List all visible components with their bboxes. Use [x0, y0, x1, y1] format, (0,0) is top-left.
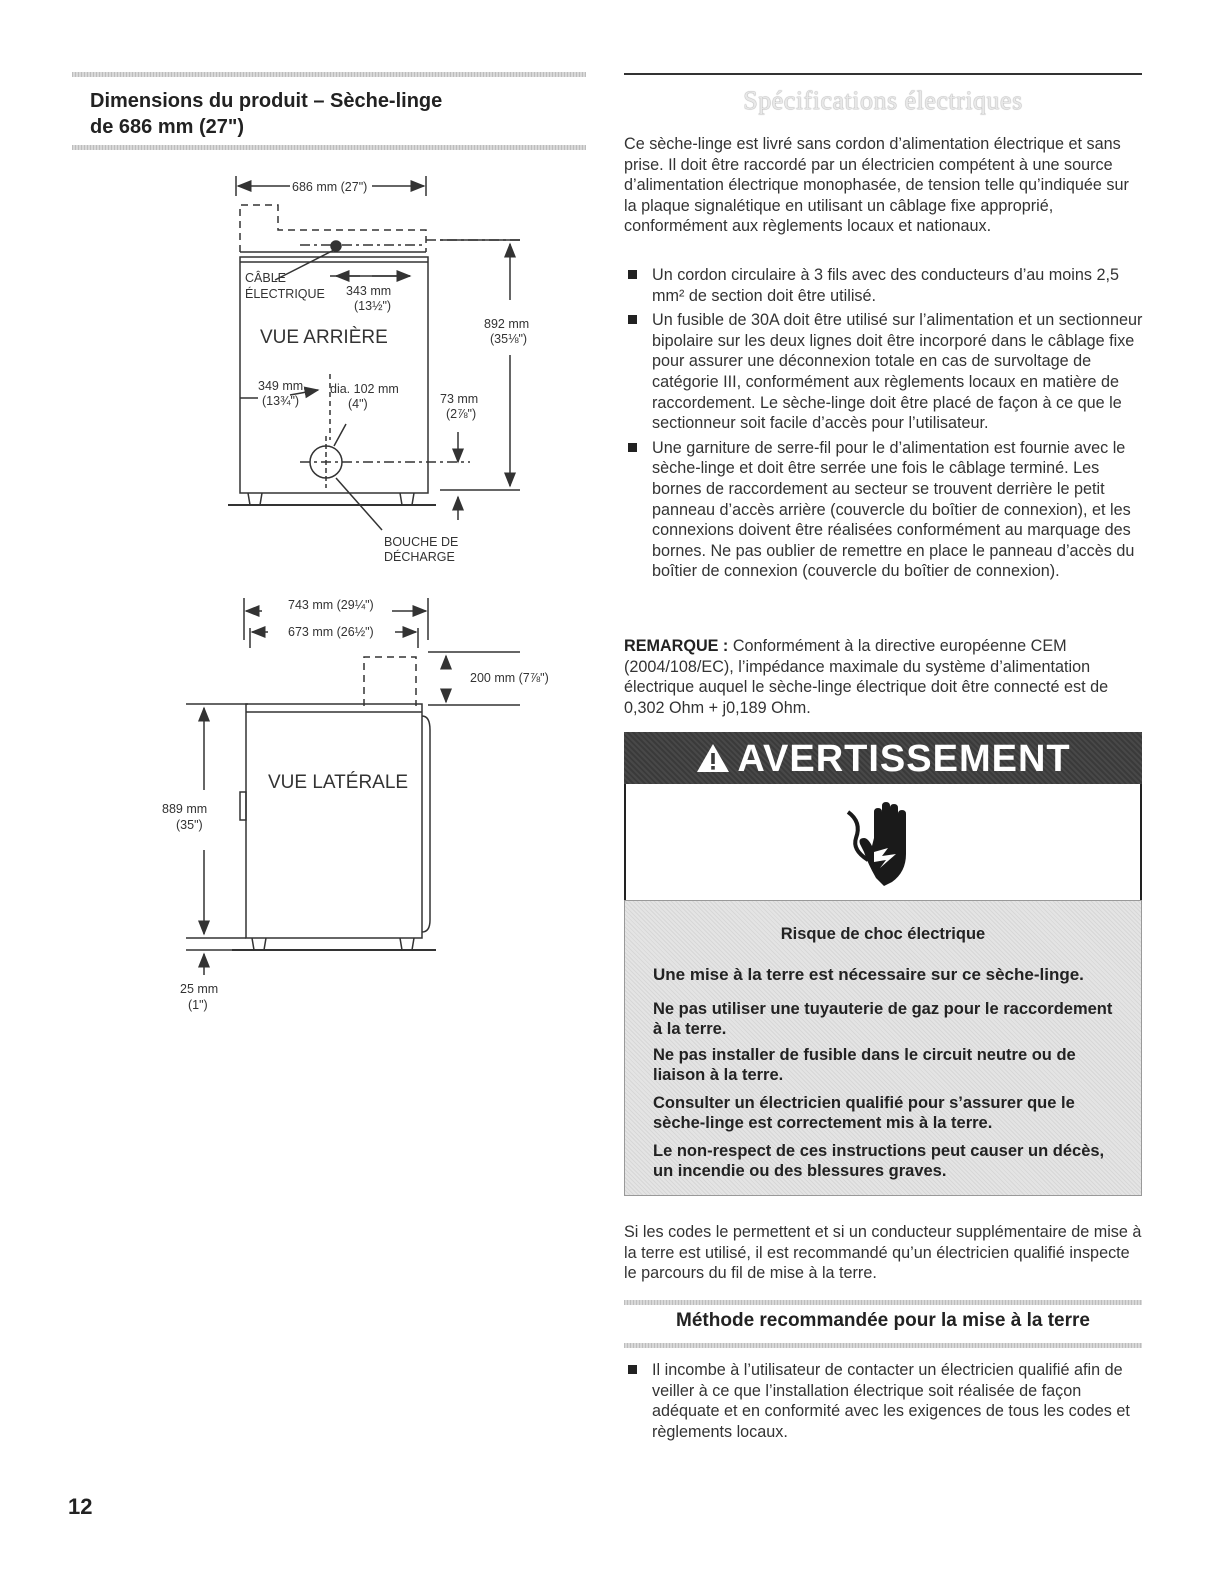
- bullet-text: Un cordon circulaire à 3 fils avec des conducteurs d’au moins 2,5 mm² de section doit être utilisé.: [652, 266, 1119, 305]
- subheading: Méthode recommandée pour la mise à la terre: [676, 1310, 1090, 1331]
- right-heading: Spécifications électriques: [743, 86, 1023, 115]
- left-heading-line1: Dimensions du produit – Sèche-linge: [90, 90, 443, 112]
- side-height-dim-in: (35"): [176, 818, 203, 832]
- bullet-square-icon: [628, 315, 637, 324]
- rear-left-dim: 349 mm: [258, 379, 304, 393]
- left-heading-bottom-rule: [72, 145, 586, 150]
- bullet-text: Il incombe à l’utilisateur de contacter un électricien qualifié afin de veiller à ce que l’installation électrique soit réalisée de façon adéquate et en conformité avec les exigences de tous les codes et règlements locaux.: [652, 1361, 1130, 1441]
- side-feet-dim: 25 mm: [180, 982, 219, 996]
- rear-cable-label2: ÉLECTRIQUE: [245, 287, 325, 301]
- rear-view-label: VUE ARRIÈRE: [260, 327, 388, 348]
- rear-height-dim-in: (35⅛"): [490, 332, 528, 346]
- bullet-square-icon: [628, 443, 637, 452]
- left-heading: [90, 88, 490, 140]
- rear-cable-label1: CÂBLE: [245, 271, 286, 285]
- warning-line5: Le non-respect de ces instructions peut causer un décès, un incendie ou des blessures graves.: [653, 1142, 1105, 1180]
- electric-shock-hand-icon: [844, 798, 924, 888]
- warning-triangle-icon: [695, 742, 731, 774]
- side-view-label: VUE LATÉRALE: [268, 772, 409, 793]
- warning-body: [624, 900, 1142, 1196]
- exhaust-label1: BOUCHE DE: [384, 535, 459, 549]
- note-paragraph: [624, 636, 1144, 718]
- note-text: Conformément à la directive européenne CEM (2004/108/EC), l’impédance maximale du système d’alimentation électrique auquel le sèche-linge électrique doit être connecté est de 0,302 Ohm + j0,189 Ohm.: [624, 637, 1109, 717]
- warning-line2: Ne pas utiliser une tuyauterie de gaz pour le raccordement à la terre.: [653, 1000, 1113, 1038]
- side-depth-dim2: 673 mm (26½"): [288, 625, 374, 639]
- page-number: 12: [68, 1494, 93, 1519]
- side-height-dim: 889 mm: [162, 802, 208, 816]
- bullet-square-icon: [628, 270, 637, 279]
- warning-title: [624, 738, 1142, 781]
- warning-line1: Une mise à la terre est nécessaire sur ce sèche-linge.: [653, 965, 1084, 984]
- rear-dia-in: (4"): [348, 397, 368, 411]
- list-item: [624, 310, 1144, 434]
- warning-icon-box: [624, 784, 1142, 902]
- intro-paragraph: Ce sèche-linge est livré sans cordon d’alimentation électrique et sans prise. Il doit être raccordé par un électricien compétent à une source d’alimentation électrique monophasée, de tension telle qu’indiquée sur la plaque signalétique en utilisant un câblage fixe approprié, conformément aux règlements locaux et nationaux.: [624, 135, 1129, 236]
- note-label: REMARQUE :: [624, 637, 729, 655]
- side-feet-dim-in: (1"): [188, 998, 208, 1012]
- side-top-dim: 200 mm (7⅞"): [470, 671, 549, 685]
- bullet-text: Une garniture de serre-fil pour le d’alimentation est fournie avec le sèche-linge et doit être serrée une fois le câblage terminé. Les bornes de raccordement au secteur se trouvent derrière le petit panneau d’accès arrière (couvercle du boîtier de connexion), et les connexions doivent être réalisées conformément au marquage des bornes. Ne pas oublier de remettre en place le panneau d’accès du boîtier de connexion (couvercle du boîtier de connexion).: [652, 438, 1135, 581]
- spec-bullet-list: [624, 265, 1144, 586]
- list-item: [624, 265, 1144, 306]
- left-heading-line2: de 686 mm (27"): [90, 116, 244, 138]
- exhaust-label2: DÉCHARGE: [384, 550, 455, 564]
- rear-exhaust-dim-in: (2⅞"): [446, 407, 477, 421]
- after-warning-paragraph: Si les codes le permettent et si un conducteur supplémentaire de mise à la terre est utilisé, il est recommandé qu’un électricien qualifié inspecte le parcours du fil de mise à la terre.: [624, 1223, 1142, 1283]
- subheading-bottom-rule: [624, 1343, 1142, 1348]
- bullet-text: Un fusible de 30A doit être utilisé sur l’alimentation et un sectionneur bipolaire sur les deux lignes doit être incorporé dans le câblage fixe pour assurer une déconnexion totale en cas de survoltage de catégorie III, conformément aux règlements locaux en matière de raccordement. Le sèche-linge doit être placé de façon à ce que le sectionneur soit facile d’accès pour l’utilisateur.: [652, 311, 1143, 433]
- bullet-square-icon: [628, 1365, 637, 1374]
- rear-height-dim: 892 mm: [484, 317, 530, 331]
- warning-line4: Consulter un électricien qualifié pour s’assurer que le sèche-linge est correctement mis à la terre.: [653, 1094, 1075, 1132]
- warning-risk: Risque de choc électrique: [780, 925, 986, 943]
- warning-header: [624, 732, 1142, 784]
- right-heading-top-rule: [624, 73, 1142, 75]
- rear-left-dim-in: (13¾"): [262, 394, 300, 408]
- warning-line3: Ne pas installer de fusible dans le circuit neutre ou de liaison à la terre.: [653, 1046, 1076, 1084]
- warning-title-text: AVERTISSEMENT: [737, 738, 1071, 780]
- rear-cable-dim-in: (13½"): [354, 299, 392, 313]
- rear-cable-dim: 343 mm: [346, 284, 392, 298]
- list-item: [624, 1360, 1144, 1442]
- left-heading-top-rule: [72, 72, 586, 77]
- grounding-bullet-list: [624, 1360, 1144, 1446]
- subheading-top-rule: [624, 1300, 1142, 1305]
- warning-box: [624, 732, 1142, 1196]
- rear-exhaust-dim: 73 mm: [440, 392, 479, 406]
- list-item: [624, 438, 1144, 582]
- side-depth-dim1: 743 mm (29¼"): [288, 598, 374, 612]
- rear-dia-label: dia. 102 mm: [330, 382, 399, 396]
- rear-width-label: 686 mm (27"): [292, 180, 368, 194]
